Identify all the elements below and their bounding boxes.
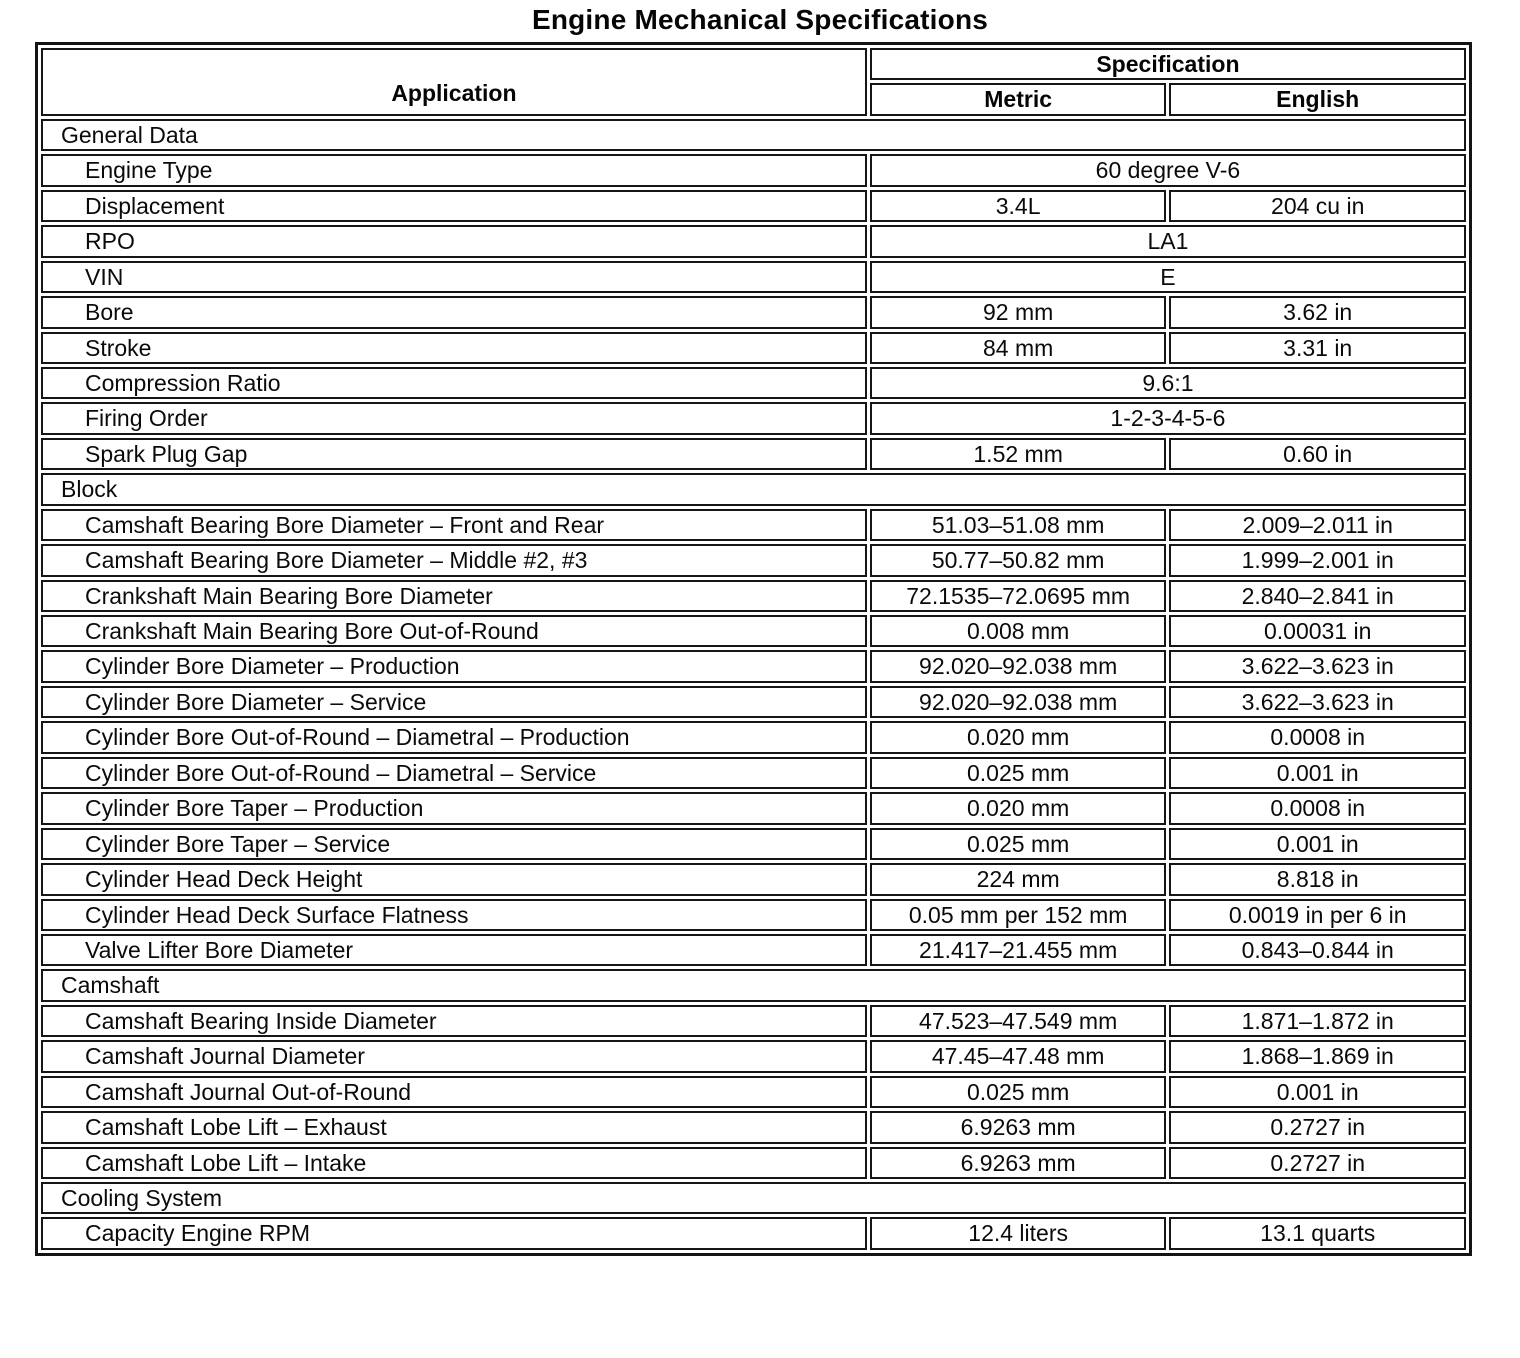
metric-value-cell: 92.020–92.038 mm — [870, 650, 1167, 682]
table-row — [41, 296, 1466, 328]
english-value-cell: 0.60 in — [1169, 438, 1466, 470]
metric-value-cell: 3.4L — [870, 190, 1167, 222]
spec-value-cell: 60 degree V-6 — [870, 154, 1466, 186]
application-cell: Camshaft Bearing Inside Diameter — [41, 1005, 867, 1037]
english-value-cell: 0.001 in — [1169, 828, 1466, 860]
table-row — [41, 792, 1466, 824]
metric-value-cell: 47.523–47.549 mm — [870, 1005, 1167, 1037]
application-column-header: Application — [41, 48, 867, 116]
english-value-cell: 0.2727 in — [1169, 1147, 1466, 1179]
application-cell: Camshaft Bearing Bore Diameter – Front and Rear — [41, 509, 867, 541]
application-cell: Valve Lifter Bore Diameter — [41, 934, 867, 966]
metric-value-cell: 6.9263 mm — [870, 1111, 1167, 1143]
metric-column-header: Metric — [870, 83, 1167, 115]
english-value-cell: 1.999–2.001 in — [1169, 544, 1466, 576]
specification-column-header: Specification — [870, 48, 1466, 80]
application-cell: Camshaft Lobe Lift – Exhaust — [41, 1111, 867, 1143]
application-cell: Cylinder Bore Diameter – Production — [41, 650, 867, 682]
metric-value-cell: 50.77–50.82 mm — [870, 544, 1167, 576]
application-cell: Crankshaft Main Bearing Bore Out-of-Round — [41, 615, 867, 647]
table-row — [41, 721, 1466, 753]
application-cell: Cylinder Head Deck Height — [41, 863, 867, 895]
table-row — [41, 1005, 1466, 1037]
english-value-cell: 0.0008 in — [1169, 792, 1466, 824]
table-row — [41, 1076, 1466, 1108]
english-value-cell: 0.0008 in — [1169, 721, 1466, 753]
english-column-header: English — [1169, 83, 1466, 115]
metric-value-cell: 0.025 mm — [870, 1076, 1167, 1108]
table-row — [41, 544, 1466, 576]
application-cell: Compression Ratio — [41, 367, 867, 399]
english-value-cell: 0.2727 in — [1169, 1111, 1466, 1143]
spec-table-body — [41, 119, 1466, 1250]
metric-value-cell: 12.4 liters — [870, 1217, 1167, 1249]
spec-value-cell: 1-2-3-4-5-6 — [870, 402, 1466, 434]
metric-value-cell: 0.025 mm — [870, 757, 1167, 789]
table-row — [41, 686, 1466, 718]
application-cell: Cylinder Head Deck Surface Flatness — [41, 899, 867, 931]
english-value-cell: 2.009–2.011 in — [1169, 509, 1466, 541]
table-row — [41, 1111, 1466, 1143]
application-cell: Stroke — [41, 332, 867, 364]
english-value-cell: 13.1 quarts — [1169, 1217, 1466, 1249]
application-cell: Firing Order — [41, 402, 867, 434]
table-row — [41, 615, 1466, 647]
section-header-row — [41, 1182, 1466, 1214]
application-cell: Cylinder Bore Taper – Production — [41, 792, 867, 824]
application-cell: Spark Plug Gap — [41, 438, 867, 470]
table-row — [41, 757, 1466, 789]
metric-value-cell: 0.020 mm — [870, 721, 1167, 753]
table-row — [41, 863, 1466, 895]
table-row — [41, 580, 1466, 612]
table-row — [41, 261, 1466, 293]
spec-value-cell: LA1 — [870, 225, 1466, 257]
table-row — [41, 438, 1466, 470]
metric-value-cell: 51.03–51.08 mm — [870, 509, 1167, 541]
table-row — [41, 899, 1466, 931]
table-row — [41, 509, 1466, 541]
english-value-cell: 0.001 in — [1169, 1076, 1466, 1108]
application-cell: Capacity Engine RPM — [41, 1217, 867, 1249]
english-value-cell: 0.00031 in — [1169, 615, 1466, 647]
english-value-cell: 3.622–3.623 in — [1169, 650, 1466, 682]
spec-value-cell: 9.6:1 — [870, 367, 1466, 399]
metric-value-cell: 72.1535–72.0695 mm — [870, 580, 1167, 612]
table-row — [41, 650, 1466, 682]
english-value-cell: 3.31 in — [1169, 332, 1466, 364]
table-row — [41, 828, 1466, 860]
application-cell: Crankshaft Main Bearing Bore Diameter — [41, 580, 867, 612]
section-header-label: Camshaft — [41, 969, 1466, 1001]
application-cell: Camshaft Journal Out-of-Round — [41, 1076, 867, 1108]
english-value-cell: 1.868–1.869 in — [1169, 1040, 1466, 1072]
metric-value-cell: 0.05 mm per 152 mm — [870, 899, 1167, 931]
metric-value-cell: 0.020 mm — [870, 792, 1167, 824]
english-value-cell: 2.840–2.841 in — [1169, 580, 1466, 612]
header-row-top — [41, 48, 1466, 80]
application-cell: Camshaft Lobe Lift – Intake — [41, 1147, 867, 1179]
english-value-cell: 8.818 in — [1169, 863, 1466, 895]
metric-value-cell: 47.45–47.48 mm — [870, 1040, 1167, 1072]
spec-value-cell: E — [870, 261, 1466, 293]
application-cell: Camshaft Journal Diameter — [41, 1040, 867, 1072]
metric-value-cell: 224 mm — [870, 863, 1167, 895]
application-cell: VIN — [41, 261, 867, 293]
application-cell: Cylinder Bore Out-of-Round – Diametral – Service — [41, 757, 867, 789]
table-row — [41, 402, 1466, 434]
table-row — [41, 154, 1466, 186]
metric-value-cell: 6.9263 mm — [870, 1147, 1167, 1179]
application-cell: Cylinder Bore Out-of-Round – Diametral – Production — [41, 721, 867, 753]
application-cell: Engine Type — [41, 154, 867, 186]
metric-value-cell: 21.417–21.455 mm — [870, 934, 1167, 966]
section-header-row — [41, 473, 1466, 505]
metric-value-cell: 92.020–92.038 mm — [870, 686, 1167, 718]
english-value-cell: 3.622–3.623 in — [1169, 686, 1466, 718]
section-header-label: Cooling System — [41, 1182, 1466, 1214]
metric-value-cell: 1.52 mm — [870, 438, 1167, 470]
table-row — [41, 367, 1466, 399]
table-row — [41, 1217, 1466, 1249]
metric-value-cell: 0.025 mm — [870, 828, 1167, 860]
spec-table — [35, 42, 1472, 1256]
application-cell: Bore — [41, 296, 867, 328]
metric-value-cell: 84 mm — [870, 332, 1167, 364]
english-value-cell: 0.843–0.844 in — [1169, 934, 1466, 966]
metric-value-cell: 92 mm — [870, 296, 1167, 328]
metric-value-cell: 0.008 mm — [870, 615, 1167, 647]
page-title: Engine Mechanical Specifications — [531, 4, 989, 35]
english-value-cell: 0.0019 in per 6 in — [1169, 899, 1466, 931]
section-header-row — [41, 119, 1466, 151]
application-cell: Camshaft Bearing Bore Diameter – Middle #2, #3 — [41, 544, 867, 576]
table-row — [41, 332, 1466, 364]
table-row — [41, 1147, 1466, 1179]
table-row — [41, 1040, 1466, 1072]
section-header-label: General Data — [41, 119, 1466, 151]
application-cell: Displacement — [41, 190, 867, 222]
english-value-cell: 0.001 in — [1169, 757, 1466, 789]
english-value-cell: 204 cu in — [1169, 190, 1466, 222]
table-row — [41, 225, 1466, 257]
application-cell: RPO — [41, 225, 867, 257]
spec-table-header — [41, 48, 1466, 116]
application-cell: Cylinder Bore Diameter – Service — [41, 686, 867, 718]
english-value-cell: 3.62 in — [1169, 296, 1466, 328]
table-row — [41, 190, 1466, 222]
section-header-label: Block — [41, 473, 1466, 505]
section-header-row — [41, 969, 1466, 1001]
application-cell: Cylinder Bore Taper – Service — [41, 828, 867, 860]
english-value-cell: 1.871–1.872 in — [1169, 1005, 1466, 1037]
table-row — [41, 934, 1466, 966]
